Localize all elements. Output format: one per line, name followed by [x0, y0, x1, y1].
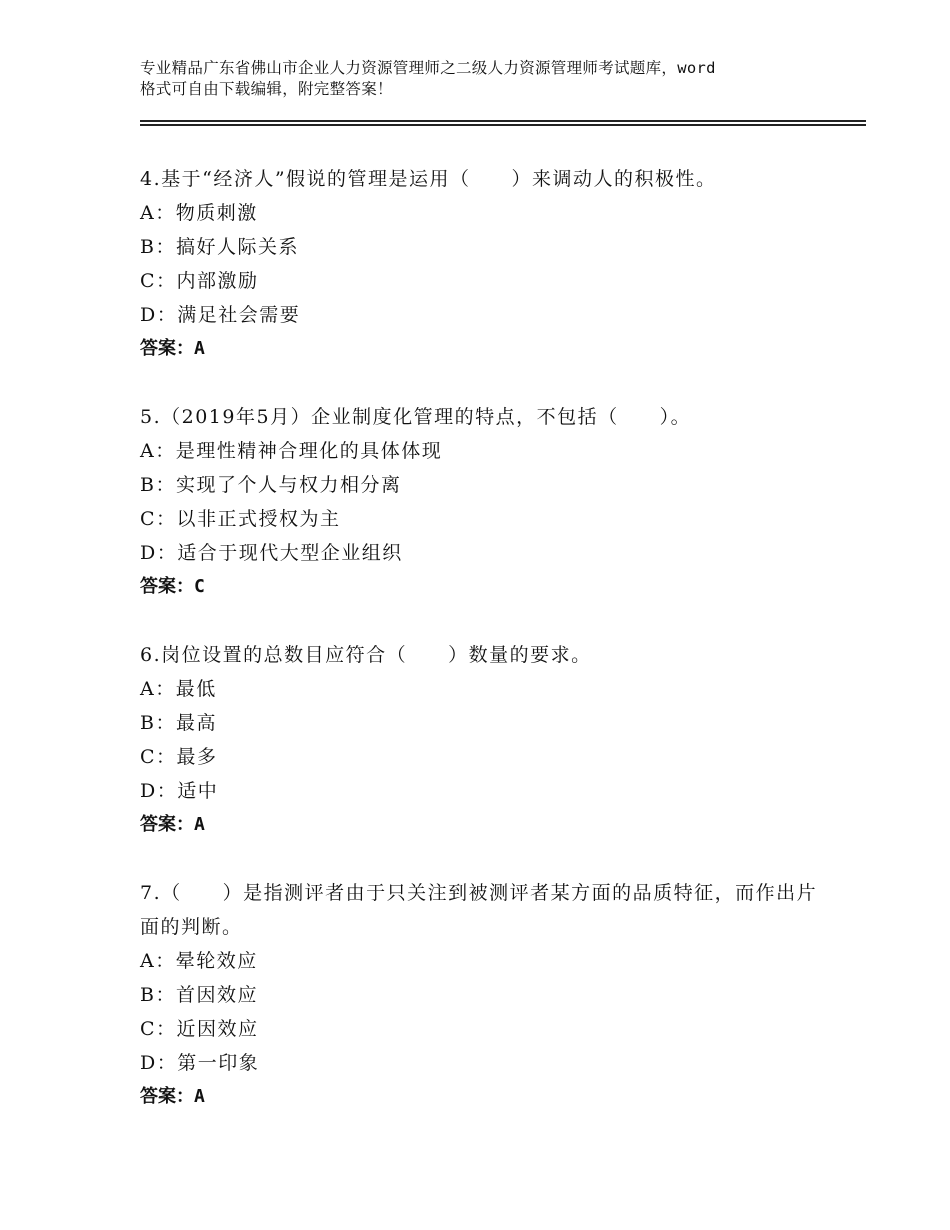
question-6: [140, 638, 820, 842]
question-list: [140, 162, 820, 1148]
question-4: [140, 162, 820, 366]
question-text: 6.岗位设置的总数目应符合（ ）数量的要求。: [140, 644, 592, 666]
question-text: 5.（2019年5月）企业制度化管理的特点，不包括（ ）。: [140, 406, 692, 428]
header-divider-bottom: [140, 124, 866, 126]
header-divider-top: [140, 120, 866, 122]
option-d: D：适中: [140, 780, 219, 802]
answer-label: 答案：A: [140, 1086, 205, 1107]
option-b: B：搞好人际关系: [140, 236, 299, 258]
option-b: B：首因效应: [140, 984, 258, 1006]
header-line-2: 格式可自由下载编辑，附完整答案！: [140, 80, 393, 98]
option-a: A：最低: [140, 678, 217, 700]
header-line-1: 专业精品广东省佛山市企业人力资源管理师之二级人力资源管理师考试题库，word: [140, 59, 716, 77]
answer-label: 答案：C: [140, 576, 205, 597]
option-c: C：最多: [140, 746, 218, 768]
option-a: A：物质刺激: [140, 202, 258, 224]
question-text: 4.基于“经济人”假说的管理是运用（ ）来调动人的积极性。: [140, 168, 717, 190]
option-c: C：内部激励: [140, 270, 259, 292]
question-5: [140, 400, 820, 604]
answer-label: 答案：A: [140, 814, 205, 835]
question-7: [140, 876, 820, 1114]
document-header: [140, 58, 840, 100]
answer-label: 答案：A: [140, 338, 205, 359]
option-d: D：适合于现代大型企业组织: [140, 542, 403, 564]
option-c: C：近因效应: [140, 1018, 259, 1040]
option-a: A：是理性精神合理化的具体体现: [140, 440, 443, 462]
question-text: 7.（ ）是指测评者由于只关注到被测评者某方面的品质特征，而作出片面的判断。: [140, 882, 818, 938]
option-b: B：实现了个人与权力相分离: [140, 474, 402, 496]
option-b: B：最高: [140, 712, 217, 734]
option-d: D：第一印象: [140, 1052, 260, 1074]
option-a: A：晕轮效应: [140, 950, 258, 972]
option-c: C：以非正式授权为主: [140, 508, 341, 530]
option-d: D：满足社会需要: [140, 304, 301, 326]
